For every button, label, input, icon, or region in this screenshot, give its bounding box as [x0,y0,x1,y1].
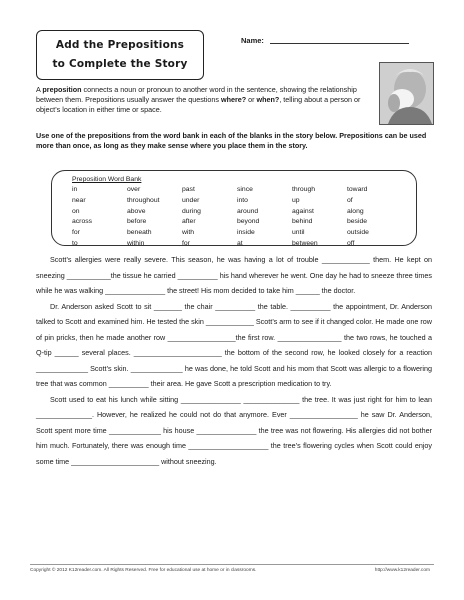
word-bank-word: since [237,186,253,193]
word-bank-word: over [127,186,141,193]
footer-copyright: Copyright © 2012 K12reader.com. All Rights Reserved. Free for educational use at home or in classrooms. [30,568,257,573]
word-bank-word: on [72,207,80,215]
sneezing-boy-photo [379,62,434,125]
word-bank-grid [72,185,407,249]
word-bank-word: of [347,196,353,204]
name-line[interactable] [270,43,409,44]
word-bank-word: with [182,229,195,237]
preposition-definition: A preposition connects a noun or pronoun to another word in the sentence, showing the relationship between them. Prepositions usually answer the questions where? or when?, telling about a person or object’s location in either time or space. [36,85,361,115]
term-preposition: preposition [42,85,82,94]
title-box [36,30,204,80]
story-paragraph-2: Dr. Anderson asked Scott to sit _______ the chair __________ the table. __________ the appointment, Dr. Anderson talked to Scott and examined him. He tested the skin ____________ Scott’s arm to see if it changed color. He made one row of pin pricks, then he made another row _________________the first row. ________________ the two rows, he touched a Q-tip ______ several places. ______________________ the bottom of the second row, he looked closely for a reaction _____________ Scott’s skin. _____________ he was done, he told Scott and his mom that Scott was allergic to a flowering tree that was common __________ their area. He gave Scott a prescription medication to try. [36,301,432,388]
word-bank-word: beyond [237,218,260,226]
word-bank-word: against [292,207,314,215]
word-bank-word: across [72,218,93,226]
word-bank-word: at [237,239,243,247]
word-bank-word: into [237,196,248,204]
word-bank-word: near [72,196,86,204]
word-bank-word: beside [347,218,368,226]
word-bank-word: off [347,239,355,247]
instructions: Use one of the prepositions from the word bank in each of the blanks in the story below. Prepositions can be used more than once, as long as they make sense where you place them in the story. [36,131,427,151]
word-bank-word: up [292,196,300,204]
word-bank-word: for [72,229,80,237]
word-bank-word: around [237,207,259,215]
story-paragraph-3: Scott used to eat his lunch while sitting _______________ ______________ the tree. It was just right for him to lean ______________. However, he realized he could not do that anymore. Ever _________________ he saw Dr. Anderson, Scott spent more time _____________ his house _______________ the tree was not flowering. His allergies did not bother him much. Fortunately, there was enough time ____________________ the tree’s flowering cycles when Scott could enjoy some time ______________________ without sneezing. [36,394,432,466]
word-bank-word: through [292,186,316,193]
word-bank-word: before [127,218,147,226]
word-bank-word: outside [347,229,369,237]
story-text [36,252,432,469]
question-where: where? [220,95,247,105]
question-when: when? [256,95,280,105]
word-bank-word: toward [347,186,368,193]
word-bank-word: under [182,196,200,204]
word-bank-word: beneath [127,229,152,237]
word-bank-word: after [182,218,196,226]
word-bank-word: behind [292,218,313,226]
word-bank-word: for [182,239,190,247]
word-bank-word: during [182,207,201,215]
name-label: Name: [241,36,264,45]
title-line-2: to Complete the Story [52,58,188,70]
word-bank [51,170,417,246]
word-bank-word: within [127,239,145,247]
word-bank-word: throughout [127,196,160,204]
word-bank-title: Preposition Word Bank [72,176,142,183]
word-bank-word: to [72,239,78,247]
word-bank-word: past [182,186,195,193]
footer-url[interactable]: http://www.k12reader.com [374,568,430,573]
word-bank-word: above [127,207,146,215]
title-line-1: Add the Prepositions [55,39,185,51]
story-paragraph-1: Scott’s allergies were really severe. This season, he was having a lot of trouble ____________ them. He kept on sneezing ___________the tissue he carried __________ his hand wherever he went. One day he had to sneeze three times while he was walking _______________ the street! His mom decided to take him ______ the doctor. [36,255,432,295]
word-bank-word: along [347,207,364,215]
footer-divider [30,564,434,565]
word-bank-word: in [72,186,78,193]
word-bank-word: inside [237,229,255,237]
word-bank-word: between [292,239,318,247]
word-bank-word: until [292,229,305,237]
